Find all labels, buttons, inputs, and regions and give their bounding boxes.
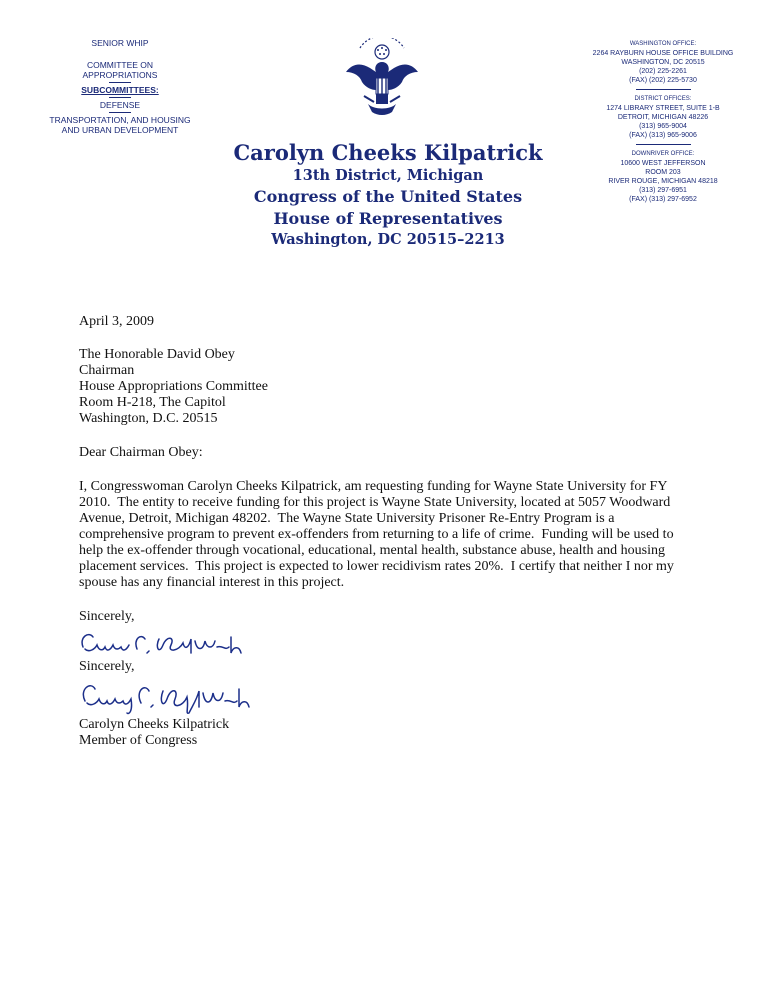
divider	[636, 144, 691, 145]
letterhead-masthead	[228, 140, 548, 250]
salutation: Dear Chairman Obey:	[79, 445, 203, 460]
recipient-line-4: Room H-218, The Capitol	[79, 395, 226, 410]
downriver-address-line-3: RIVER ROUGE, MICHIGAN 48218	[608, 178, 718, 185]
recipient-line-3: House Appropriations Committee	[79, 379, 268, 394]
senior-whip-label: SENIOR WHIP	[91, 38, 149, 48]
downriver-office-heading: DOWNRIVER OFFICE:	[631, 151, 695, 157]
letterhead-right-column	[568, 40, 758, 204]
eagle-seal-icon	[340, 38, 424, 122]
letter-body	[79, 314, 719, 749]
letterhead-left-column	[30, 38, 210, 135]
district-line: 13th District, Michigan	[292, 167, 484, 184]
committee-line-2: APPROPRIATIONS	[82, 70, 158, 80]
downriver-phone: (313) 297-6951	[639, 187, 687, 194]
washington-address-line-1: 2264 RAYBURN HOUSE OFFICE BUILDING	[592, 50, 734, 57]
signer-title: Member of Congress	[79, 733, 198, 748]
recipient-line-5: Washington, D.C. 20515	[79, 411, 218, 426]
subcommittee-transport-line-2: AND URBAN DEVELOPMENT	[61, 125, 179, 135]
signature-image-1	[75, 627, 275, 659]
subcommittees-heading: SUBCOMMITTEES:	[81, 85, 159, 95]
downriver-fax: (FAX) (313) 297-6952	[629, 196, 697, 203]
congress-line: Congress of the United States	[253, 187, 523, 206]
recipient-address	[79, 347, 719, 427]
closing-1: Sincerely,	[79, 609, 135, 624]
signature-image-2	[75, 677, 275, 717]
district-fax: (FAX) (313) 965-9006	[629, 132, 697, 139]
subcommittee-defense: DEFENSE	[99, 100, 141, 110]
washington-line: Washington, DC 20515–2213	[271, 231, 505, 248]
house-line: House of Representatives	[273, 209, 503, 228]
recipient-line-1: The Honorable David Obey	[79, 347, 235, 362]
recipient-line-2: Chairman	[79, 363, 135, 378]
divider	[636, 89, 691, 90]
subcommittee-transport-line-1: TRANSPORTATION, AND HOUSING	[49, 115, 191, 125]
letter-date: April 3, 2009	[79, 314, 155, 329]
downriver-address-line-2: ROOM 203	[645, 169, 681, 176]
representative-name: Carolyn Cheeks Kilpatrick	[233, 140, 543, 165]
divider	[109, 82, 131, 83]
washington-phone: (202) 225-2261	[639, 68, 687, 75]
downriver-address-line-1: 10600 WEST JEFFERSON	[620, 160, 706, 167]
district-address-line-2: DETROIT, MICHIGAN 48226	[617, 114, 709, 121]
signer-name: Carolyn Cheeks Kilpatrick	[79, 717, 230, 732]
body-paragraph: I, Congresswoman Carolyn Cheeks Kilpatrick, am requesting funding for Wayne State University for FY 2010. The entity to receive funding for this project is Wayne State University, located at 5057 Woodward Avenue, Detroit, Michigan 48202. The Wayne State University Prisoner Re-Entry Program is a comprehensive program to prevent ex-offenders from returning to a life of crime. Funding will be used to help the ex-offender through vocational, educational, mental health, substance abuse, health and housing placement services. This project is expected to lower recidivism rates 20%. I certify that neither I nor my spouse has any financial interest in this project.	[79, 479, 678, 590]
washington-fax: (FAX) (202) 225-5730	[629, 77, 697, 84]
washington-office-heading: WASHINGTON OFFICE:	[629, 41, 697, 47]
closing-2: Sincerely,	[79, 659, 135, 674]
district-address-line-1: 1274 LIBRARY STREET, SUITE 1-B	[606, 105, 720, 112]
divider	[109, 97, 131, 98]
district-offices-heading: DISTRICT OFFICES:	[634, 96, 692, 102]
washington-address-line-2: WASHINGTON, DC 20515	[621, 59, 705, 66]
district-phone: (313) 965-9004	[639, 123, 687, 130]
divider	[109, 112, 131, 113]
committee-line-1: COMMITTEE ON	[86, 60, 154, 70]
